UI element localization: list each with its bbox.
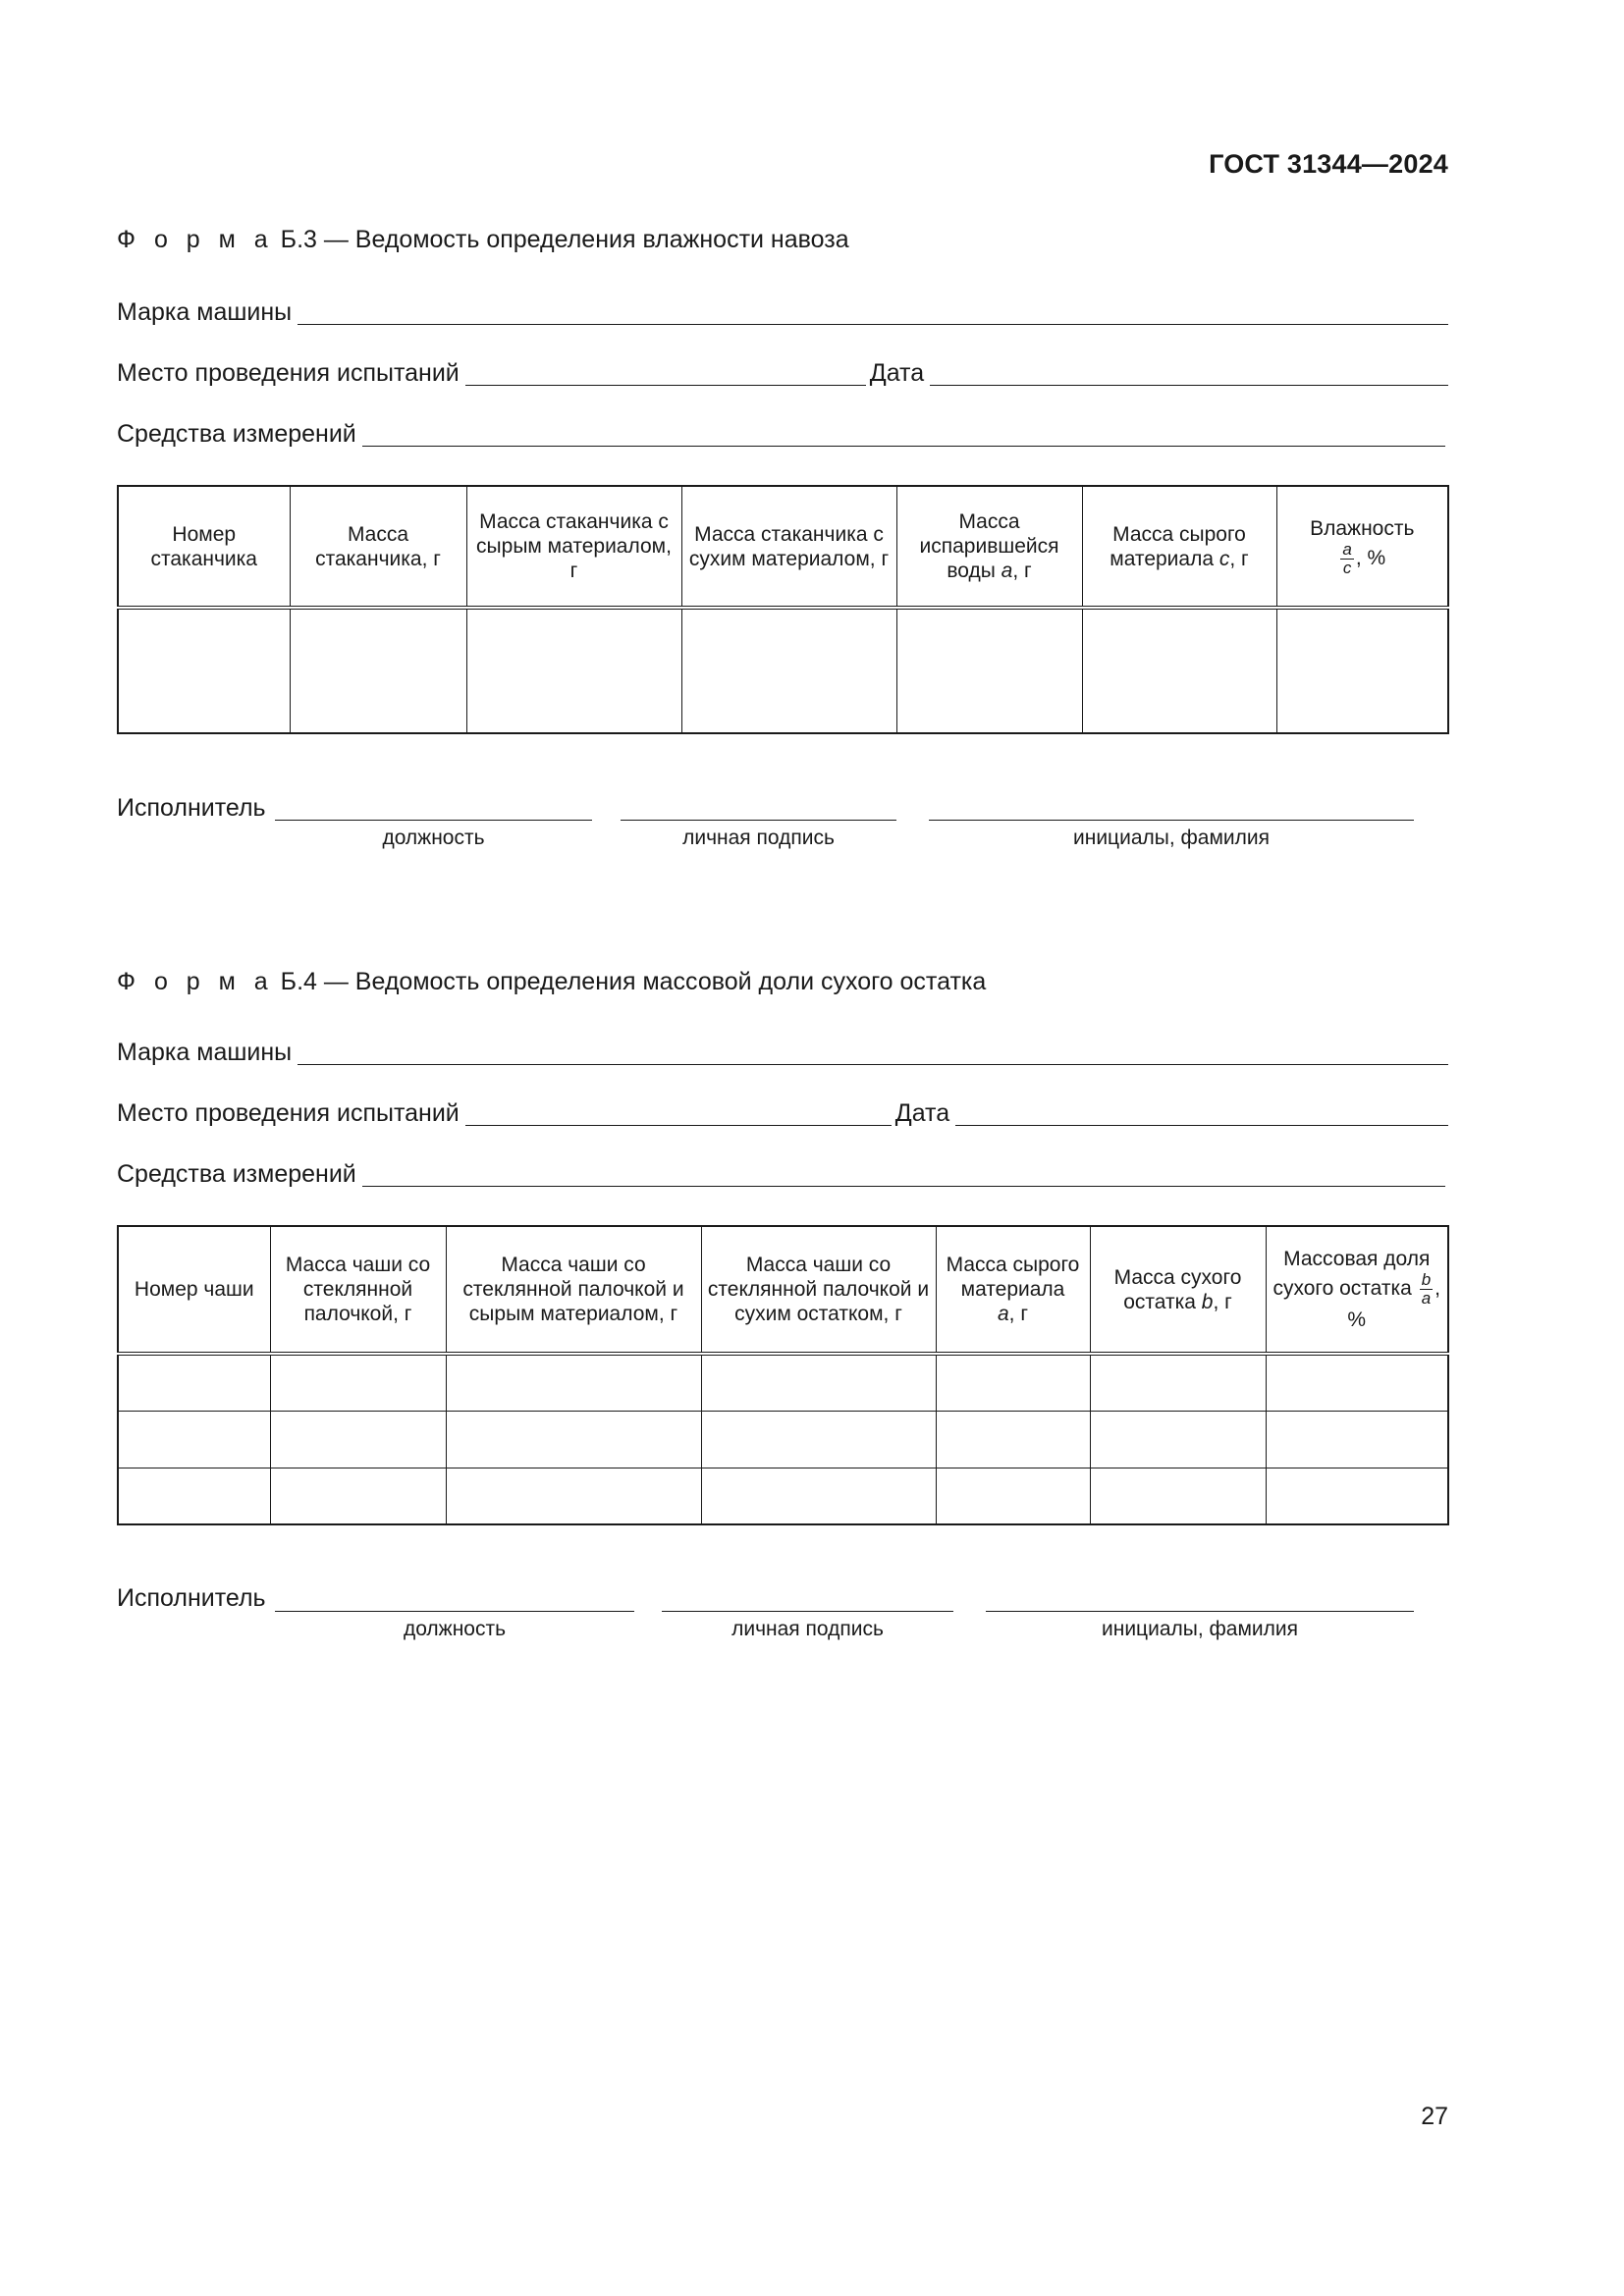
table-row [118,1411,1448,1468]
col-header-dry-fraction [1266,1226,1448,1354]
table-cell[interactable] [1090,1411,1266,1468]
position-line[interactable] [275,819,592,821]
caption-signature: личная подпись [682,827,835,849]
unit-g: , г [1008,1303,1029,1325]
col-header-bowl-rod-mass: Масса чаши со стеклянной палочкой, г [270,1226,446,1354]
table-row [118,608,1448,733]
place-field[interactable] [465,1103,892,1126]
var-b: b [1201,1290,1214,1313]
table-cell[interactable] [466,608,681,733]
col-header-cup-wet-mass: Масса стаканчика с сырым материалом, г [466,486,681,608]
name-line[interactable] [929,819,1414,821]
fraction-denominator: c [1342,558,1352,577]
table-cell[interactable] [701,1411,936,1468]
form-b4-machine-row [117,1034,1448,1067]
col-header-raw-material [1082,486,1276,608]
col-header-bowl-number: Номер чаши [118,1226,270,1354]
instruments-field[interactable] [362,424,1445,447]
col-header-dry-residue [1090,1226,1266,1354]
table-cell[interactable] [118,608,290,733]
form-b4-table [117,1225,1449,1525]
table-cell[interactable] [446,1468,701,1524]
table-cell[interactable] [936,1468,1090,1524]
var-a: a [1001,560,1013,582]
col-header-cup-number: Номер стаканчика [118,486,290,608]
table-row [118,1468,1448,1524]
date-label: Дата [869,359,925,387]
unit-percent: , % [1355,546,1386,569]
form-b3-machine-row [117,294,1448,327]
form-b4-instruments-row [117,1155,1445,1189]
caption-signature: личная подпись [731,1618,884,1640]
table-cell[interactable] [701,1354,936,1411]
table-cell[interactable] [701,1468,936,1524]
date-label: Дата [894,1099,950,1127]
place-field[interactable] [465,363,866,386]
page-number: 27 [1421,2103,1448,2130]
table-cell[interactable] [270,1354,446,1411]
form-b4-title-text: Б.4 — Ведомость определения массовой доли сухого остатка [280,968,987,995]
col-header-moisture-text: Влажность [1310,516,1415,540]
instruments-label: Средства измерений [117,420,356,448]
col-header-bowl-rod-dry-mass: Масса чаши со стеклянной палочкой и сухим остатком, г [701,1226,936,1354]
fraction-denominator: a [1421,1289,1432,1308]
table-cell[interactable] [896,608,1082,733]
table-cell[interactable] [1082,608,1276,733]
table-cell[interactable] [1266,1411,1448,1468]
table-cell[interactable] [446,1354,701,1411]
machine-field[interactable] [298,1042,1448,1065]
table-cell[interactable] [1090,1468,1266,1524]
table-header-row [118,1226,1448,1354]
col-header-dry-residue-text: Масса сухого остатка [1113,1265,1242,1313]
machine-label: Марка машины [117,298,293,326]
instruments-field[interactable] [362,1164,1445,1187]
machine-label: Марка машины [117,1039,293,1066]
table-cell[interactable] [1276,608,1448,733]
col-header-cup-dry-mass: Масса стаканчика с сухим материалом, г [681,486,896,608]
table-header-row [118,486,1448,608]
executor-label: Исполнитель [117,794,266,822]
caption-position: должность [403,1618,507,1640]
name-line[interactable] [986,1610,1414,1612]
col-header-dry-fraction-text: Массовая доля сухого остатка [1272,1248,1431,1301]
form-b3-title-prefix: Ф о р м а [117,226,274,253]
fraction-b-over-a [1420,1271,1433,1308]
unit-g: , г [1012,560,1032,582]
signature-line[interactable] [621,819,896,821]
col-header-raw-material-text: Масса сырого материала [1110,522,1246,570]
signature-line[interactable] [662,1610,953,1612]
var-a: a [997,1303,1009,1325]
col-header-cup-mass: Масса стаканчика, г [290,486,466,608]
fraction-a-over-c [1340,541,1353,577]
executor-label: Исполнитель [117,1584,266,1612]
machine-field[interactable] [298,302,1448,325]
table-row [118,1354,1448,1411]
table-cell[interactable] [270,1411,446,1468]
unit-g: , г [1229,547,1249,570]
fraction-numerator: a [1342,539,1352,559]
table-cell[interactable] [936,1411,1090,1468]
table-cell[interactable] [1266,1468,1448,1524]
table-cell[interactable] [936,1354,1090,1411]
standard-number: ГОСТ 31344—2024 [1209,149,1448,179]
fraction-numerator: b [1421,1270,1432,1289]
table-cell[interactable] [446,1411,701,1468]
form-b3-signature-row [117,789,266,823]
position-line[interactable] [275,1610,634,1612]
form-b4-title [117,968,986,996]
date-field[interactable] [955,1103,1448,1126]
table-cell[interactable] [1090,1354,1266,1411]
unit-g: , г [1213,1290,1232,1313]
col-header-evaporated-water [896,486,1082,608]
form-b3-title [117,226,849,254]
place-label: Место проведения испытаний [117,1099,460,1127]
form-b3-instruments-row [117,415,1445,449]
table-cell[interactable] [118,1411,270,1468]
col-header-evaporated-water-text: Масса испарившейся воды [919,510,1059,582]
table-cell[interactable] [290,608,466,733]
table-cell[interactable] [681,608,896,733]
table-cell[interactable] [270,1468,446,1524]
col-header-raw-material-text: Масса сырого материала [946,1254,1080,1301]
form-b4-signature-row [117,1579,266,1613]
col-header-moisture [1276,486,1448,608]
form-b4-title-prefix: Ф о р м а [117,968,274,995]
place-label: Место проведения испытаний [117,359,460,387]
table-cell[interactable] [118,1354,270,1411]
instruments-label: Средства измерений [117,1160,356,1188]
col-header-bowl-rod-wet-mass: Масса чаши со стеклянной палочкой и сырым материалом, г [446,1226,701,1354]
caption-name: инициалы, фамилия [1073,827,1270,849]
form-b4-place-row [117,1095,1448,1128]
unit-percent: , % [1347,1277,1441,1331]
var-c: c [1218,547,1230,570]
form-b3-place-row [117,354,1448,388]
caption-position: должность [382,827,485,849]
table-cell[interactable] [118,1468,270,1524]
form-b3-table [117,485,1449,734]
form-b3-title-text: Б.3 — Ведомость определения влажности навоза [280,226,849,253]
date-field[interactable] [930,363,1448,386]
table-cell[interactable] [1266,1354,1448,1411]
col-header-raw-material [936,1226,1090,1354]
caption-name: инициалы, фамилия [1102,1618,1298,1640]
